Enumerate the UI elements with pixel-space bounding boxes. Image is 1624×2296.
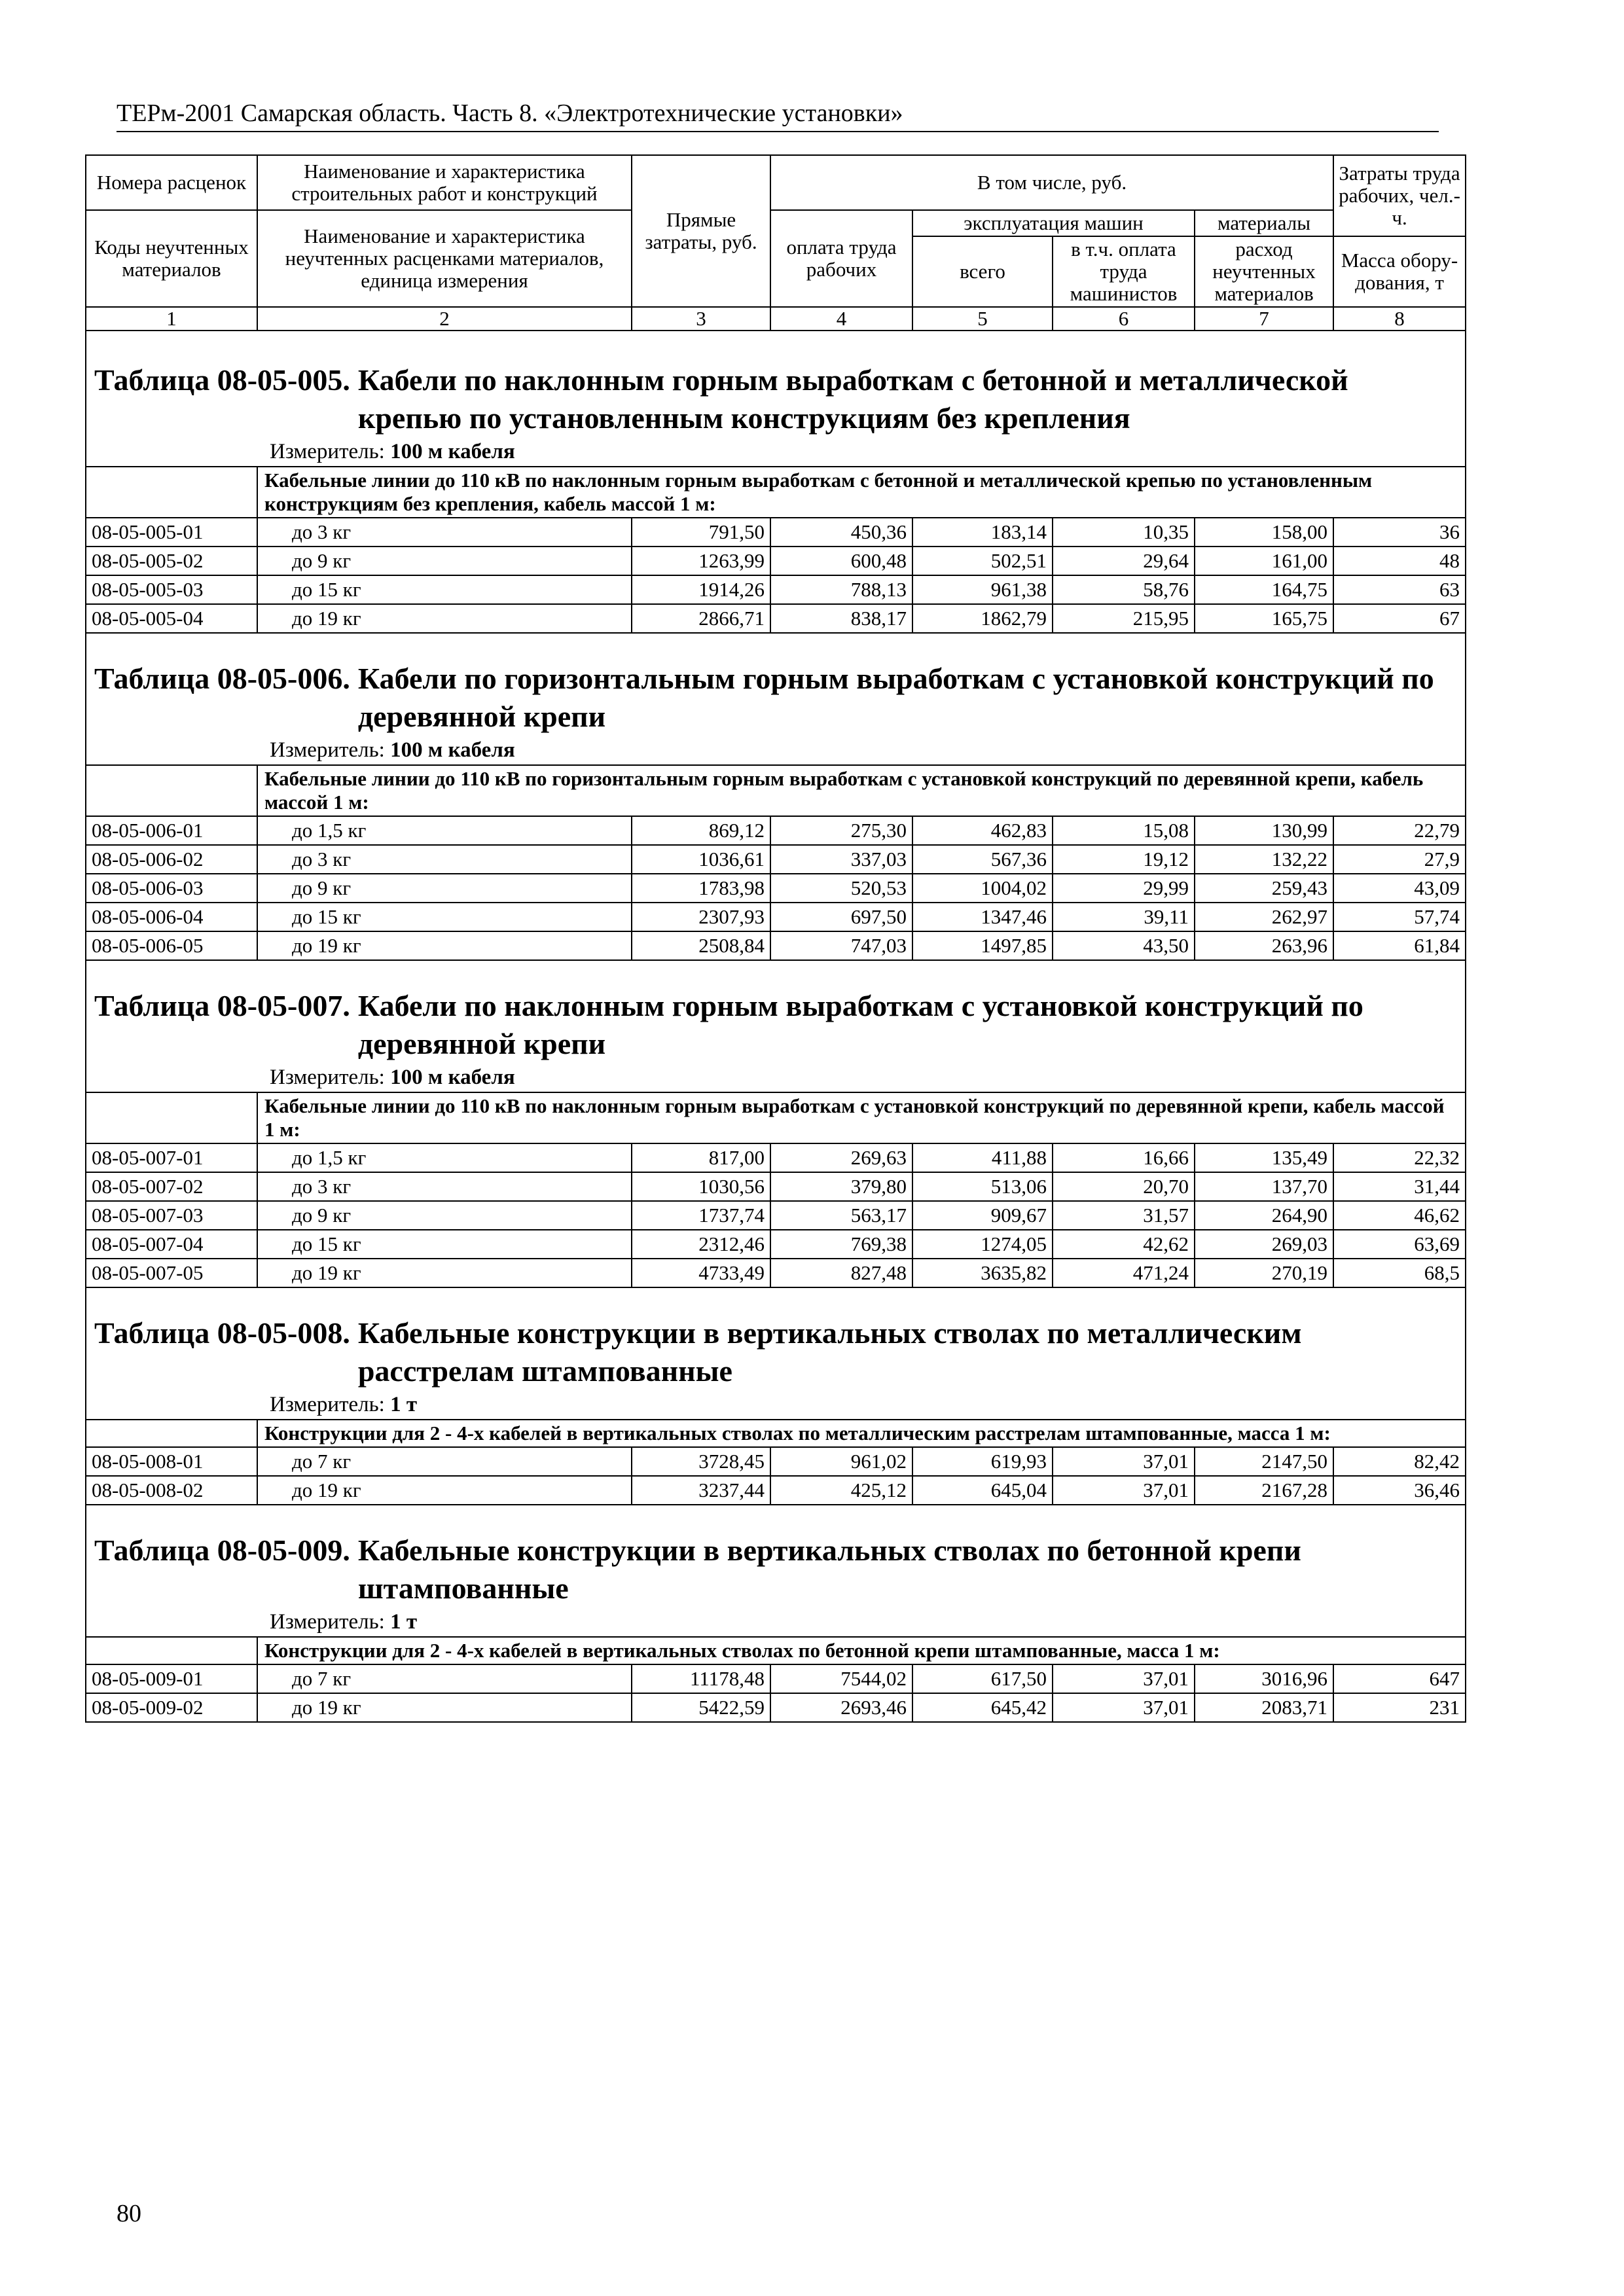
col-header-labor-costs: Затраты труда рабочих, чел.-ч. xyxy=(1333,155,1466,236)
rate-name-cell: до 19 кг xyxy=(257,1476,632,1505)
rate-code-cell: 08-05-005-01 xyxy=(86,518,257,547)
materials-cell: 3016,96 xyxy=(1195,1664,1333,1693)
col-header-machine-operation: эксплуатация машин xyxy=(912,210,1195,236)
labor-costs-cell: 63 xyxy=(1333,575,1466,604)
table-subtitle: Кабельные линии до 110 кВ по наклонным горным выработкам с бетонной и металлической крепью по установленным конструкциям без крепления, кабель массой 1 м: xyxy=(257,467,1466,518)
direct-costs-cell: 1030,56 xyxy=(632,1172,770,1201)
operator-pay-cell: 29,99 xyxy=(1053,874,1195,903)
table-title-cell xyxy=(86,960,1466,1063)
rate-name-cell: до 7 кг xyxy=(257,1664,632,1693)
rate-code-cell: 08-05-006-01 xyxy=(86,816,257,845)
worker-pay-cell: 379,80 xyxy=(770,1172,912,1201)
rate-code-cell: 08-05-005-04 xyxy=(86,604,257,633)
labor-costs-cell: 31,44 xyxy=(1333,1172,1466,1201)
col-number: 4 xyxy=(770,307,912,331)
rate-code-cell: 08-05-005-03 xyxy=(86,575,257,604)
table-row xyxy=(86,931,1466,960)
operator-pay-cell: 29,64 xyxy=(1053,547,1195,575)
col-number: 2 xyxy=(257,307,632,331)
table-title-row xyxy=(86,1287,1466,1390)
materials-cell: 2083,71 xyxy=(1195,1693,1333,1722)
operator-pay-cell: 58,76 xyxy=(1053,575,1195,604)
table-title-row xyxy=(86,1505,1466,1607)
rate-name-cell: до 7 кг xyxy=(257,1447,632,1476)
operator-pay-cell: 20,70 xyxy=(1053,1172,1195,1201)
machine-total-cell: 1274,05 xyxy=(912,1230,1053,1259)
col-header-direct-costs: Прямые затраты, руб. xyxy=(632,155,770,307)
meter-label: Измеритель: xyxy=(270,1610,385,1634)
col-number: 3 xyxy=(632,307,770,331)
table-subtitle-row xyxy=(86,765,1466,816)
rate-code-cell: 08-05-007-01 xyxy=(86,1143,257,1172)
table-title-cell xyxy=(86,633,1466,736)
operator-pay-cell: 37,01 xyxy=(1053,1664,1195,1693)
col-number: 7 xyxy=(1195,307,1333,331)
table-subtitle: Кабельные линии до 110 кВ по наклонным горным выработкам с установкой конструкций по деревянной крепи, кабель массой 1 м: xyxy=(257,1092,1466,1143)
operator-pay-cell: 42,62 xyxy=(1053,1230,1195,1259)
machine-total-cell: 909,67 xyxy=(912,1201,1053,1230)
operator-pay-cell: 19,12 xyxy=(1053,845,1195,874)
rate-name-cell: до 1,5 кг xyxy=(257,816,632,845)
rate-name-cell: до 15 кг xyxy=(257,903,632,931)
direct-costs-cell: 3728,45 xyxy=(632,1447,770,1476)
table-row xyxy=(86,547,1466,575)
col-number: 8 xyxy=(1333,307,1466,331)
machine-total-cell: 617,50 xyxy=(912,1664,1053,1693)
col-header-unaccounted-materials: расход неучтенных материалов xyxy=(1195,236,1333,307)
subtitle-empty-cell xyxy=(86,765,257,816)
machine-total-cell: 3635,82 xyxy=(912,1259,1053,1287)
col-number: 6 xyxy=(1053,307,1195,331)
table-title xyxy=(86,1532,1465,1607)
col-header-including: В том числе, руб. xyxy=(770,155,1333,210)
rate-code-cell: 08-05-007-03 xyxy=(86,1201,257,1230)
table-title xyxy=(86,361,1465,437)
rates-table-body xyxy=(86,155,1466,1722)
rate-code-cell: 08-05-007-02 xyxy=(86,1172,257,1201)
rate-name-cell: до 3 кг xyxy=(257,845,632,874)
rate-name-cell: до 9 кг xyxy=(257,874,632,903)
machine-total-cell: 619,93 xyxy=(912,1447,1053,1476)
meter-value: 100 м кабеля xyxy=(390,738,515,762)
table-meter-row xyxy=(86,1063,1466,1092)
table-meter-cell xyxy=(86,1390,1466,1420)
subtitle-empty-cell xyxy=(86,1092,257,1143)
labor-costs-cell: 43,09 xyxy=(1333,874,1466,903)
col-header-equipment-mass: Масса обору-дования, т xyxy=(1333,236,1466,307)
worker-pay-cell: 747,03 xyxy=(770,931,912,960)
worker-pay-cell: 275,30 xyxy=(770,816,912,845)
table-title-text: Кабельные конструкции в вертикальных стволах по бетонной крепи штампованные xyxy=(357,1534,1301,1605)
direct-costs-cell: 5422,59 xyxy=(632,1693,770,1722)
labor-costs-cell: 22,32 xyxy=(1333,1143,1466,1172)
worker-pay-cell: 269,63 xyxy=(770,1143,912,1172)
operator-pay-cell: 37,01 xyxy=(1053,1447,1195,1476)
rate-code-cell: 08-05-008-02 xyxy=(86,1476,257,1505)
materials-cell: 269,03 xyxy=(1195,1230,1333,1259)
table-title-text: Кабельные конструкции в вертикальных стволах по металлическим расстрелам штампованные xyxy=(357,1316,1302,1388)
col-header-operator-pay: в т.ч. оплата труда машинистов xyxy=(1053,236,1195,307)
materials-cell: 158,00 xyxy=(1195,518,1333,547)
table-subtitle-row xyxy=(86,1420,1466,1447)
labor-costs-cell: 68,5 xyxy=(1333,1259,1466,1287)
table-subtitle: Конструкции для 2 - 4-х кабелей в вертикальных стволах по бетонной крепи штампованные, масса 1 м: xyxy=(257,1637,1466,1664)
rates-table xyxy=(85,154,1466,1723)
materials-cell: 165,75 xyxy=(1195,604,1333,633)
meter-label: Измеритель: xyxy=(270,738,385,762)
worker-pay-cell: 563,17 xyxy=(770,1201,912,1230)
worker-pay-cell: 7544,02 xyxy=(770,1664,912,1693)
rate-code-cell: 08-05-009-01 xyxy=(86,1664,257,1693)
subtitle-empty-cell xyxy=(86,467,257,518)
col-header-unaccounted-codes: Коды неучтенных материалов xyxy=(86,210,257,307)
labor-costs-cell: 231 xyxy=(1333,1693,1466,1722)
labor-costs-cell: 647 xyxy=(1333,1664,1466,1693)
machine-total-cell: 1497,85 xyxy=(912,931,1053,960)
table-meter xyxy=(86,1609,1465,1635)
machine-total-cell: 462,83 xyxy=(912,816,1053,845)
table-title-text: Кабели по горизонтальным горным выработкам с установкой конструкций по деревянной крепи xyxy=(357,662,1434,733)
col-header-rate-numbers: Номера расценок xyxy=(86,155,257,210)
table-meter-row xyxy=(86,437,1466,467)
materials-cell: 161,00 xyxy=(1195,547,1333,575)
table-row xyxy=(86,1447,1466,1476)
worker-pay-cell: 337,03 xyxy=(770,845,912,874)
running-header: ТЕРм-2001 Самарская область. Часть 8. «Электротехнические установки» xyxy=(117,98,1439,132)
table-row xyxy=(86,903,1466,931)
table-title-number: Таблица 08-05-006. xyxy=(94,662,350,695)
materials-cell: 137,70 xyxy=(1195,1172,1333,1201)
table-row xyxy=(86,1172,1466,1201)
labor-costs-cell: 36 xyxy=(1333,518,1466,547)
page-number: 80 xyxy=(117,2200,141,2227)
table-row xyxy=(86,1476,1466,1505)
direct-costs-cell: 817,00 xyxy=(632,1143,770,1172)
rate-code-cell: 08-05-009-02 xyxy=(86,1693,257,1722)
meter-value: 1 т xyxy=(390,1393,418,1416)
table-title xyxy=(86,1314,1465,1390)
materials-cell: 164,75 xyxy=(1195,575,1333,604)
table-row xyxy=(86,1259,1466,1287)
worker-pay-cell: 697,50 xyxy=(770,903,912,931)
rate-name-cell: до 15 кг xyxy=(257,575,632,604)
rate-code-cell: 08-05-007-05 xyxy=(86,1259,257,1287)
direct-costs-cell: 1263,99 xyxy=(632,547,770,575)
labor-costs-cell: 27,9 xyxy=(1333,845,1466,874)
machine-total-cell: 183,14 xyxy=(912,518,1053,547)
rate-name-cell: до 15 кг xyxy=(257,1230,632,1259)
worker-pay-cell: 838,17 xyxy=(770,604,912,633)
operator-pay-cell: 31,57 xyxy=(1053,1201,1195,1230)
table-row xyxy=(86,816,1466,845)
machine-total-cell: 513,06 xyxy=(912,1172,1053,1201)
materials-cell: 263,96 xyxy=(1195,931,1333,960)
operator-pay-cell: 37,01 xyxy=(1053,1476,1195,1505)
subtitle-empty-cell xyxy=(86,1420,257,1447)
table-row xyxy=(86,1201,1466,1230)
worker-pay-cell: 769,38 xyxy=(770,1230,912,1259)
materials-cell: 262,97 xyxy=(1195,903,1333,931)
machine-total-cell: 567,36 xyxy=(912,845,1053,874)
table-subtitle-row xyxy=(86,1637,1466,1664)
direct-costs-cell: 2312,46 xyxy=(632,1230,770,1259)
machine-total-cell: 411,88 xyxy=(912,1143,1053,1172)
direct-costs-cell: 1737,74 xyxy=(632,1201,770,1230)
rate-code-cell: 08-05-006-04 xyxy=(86,903,257,931)
table-subtitle: Конструкции для 2 - 4-х кабелей в вертикальных стволах по металлическим расстрелам штампованные, масса 1 м: xyxy=(257,1420,1466,1447)
col-header-work-name: Наименование и характеристика строительных работ и конструкций xyxy=(257,155,632,210)
operator-pay-cell: 43,50 xyxy=(1053,931,1195,960)
table-row xyxy=(86,1693,1466,1722)
rate-name-cell: до 19 кг xyxy=(257,931,632,960)
table-title-number: Таблица 08-05-007. xyxy=(94,989,350,1022)
table-meter xyxy=(86,439,1465,465)
materials-cell: 264,90 xyxy=(1195,1201,1333,1230)
rate-code-cell: 08-05-005-02 xyxy=(86,547,257,575)
rate-name-cell: до 1,5 кг xyxy=(257,1143,632,1172)
col-number: 5 xyxy=(912,307,1053,331)
machine-total-cell: 1347,46 xyxy=(912,903,1053,931)
labor-costs-cell: 46,62 xyxy=(1333,1201,1466,1230)
rate-code-cell: 08-05-007-04 xyxy=(86,1230,257,1259)
table-subtitle-row xyxy=(86,1092,1466,1143)
materials-cell: 130,99 xyxy=(1195,816,1333,845)
col-header-unaccounted-names: Наименование и характеристика неучтенных расценками материалов, единица измерения xyxy=(257,210,632,307)
table-meter xyxy=(86,1391,1465,1418)
machine-total-cell: 1862,79 xyxy=(912,604,1053,633)
labor-costs-cell: 57,74 xyxy=(1333,903,1466,931)
direct-costs-cell: 869,12 xyxy=(632,816,770,845)
table-title-number: Таблица 08-05-005. xyxy=(94,363,350,397)
direct-costs-cell: 2508,84 xyxy=(632,931,770,960)
labor-costs-cell: 22,79 xyxy=(1333,816,1466,845)
materials-cell: 132,22 xyxy=(1195,845,1333,874)
rate-name-cell: до 19 кг xyxy=(257,1693,632,1722)
machine-total-cell: 1004,02 xyxy=(912,874,1053,903)
rates-table-container xyxy=(85,154,1465,1723)
table-meter xyxy=(86,1064,1465,1090)
table-meter-row xyxy=(86,1390,1466,1420)
direct-costs-cell: 4733,49 xyxy=(632,1259,770,1287)
meter-label: Измеритель: xyxy=(270,1066,385,1089)
table-meter-cell xyxy=(86,1063,1466,1092)
table-meter-cell xyxy=(86,736,1466,765)
table-meter-row xyxy=(86,1607,1466,1637)
materials-cell: 270,19 xyxy=(1195,1259,1333,1287)
table-meter-cell xyxy=(86,437,1466,467)
table-meter-row xyxy=(86,736,1466,765)
table-row xyxy=(86,1230,1466,1259)
col-number: 1 xyxy=(86,307,257,331)
labor-costs-cell: 82,42 xyxy=(1333,1447,1466,1476)
meter-label: Измеритель: xyxy=(270,440,385,463)
rate-name-cell: до 9 кг xyxy=(257,547,632,575)
worker-pay-cell: 2693,46 xyxy=(770,1693,912,1722)
table-subtitle-row xyxy=(86,467,1466,518)
table-title-number: Таблица 08-05-009. xyxy=(94,1534,350,1567)
operator-pay-cell: 10,35 xyxy=(1053,518,1195,547)
machine-total-cell: 502,51 xyxy=(912,547,1053,575)
subtitle-empty-cell xyxy=(86,1637,257,1664)
machine-total-cell: 645,42 xyxy=(912,1693,1053,1722)
table-title-row xyxy=(86,331,1466,437)
table-title-cell xyxy=(86,331,1466,437)
table-row xyxy=(86,575,1466,604)
meter-label: Измеритель: xyxy=(270,1393,385,1416)
machine-total-cell: 961,38 xyxy=(912,575,1053,604)
meter-value: 100 м кабеля xyxy=(390,440,515,463)
table-row xyxy=(86,1664,1466,1693)
labor-costs-cell: 61,84 xyxy=(1333,931,1466,960)
labor-costs-cell: 48 xyxy=(1333,547,1466,575)
worker-pay-cell: 520,53 xyxy=(770,874,912,903)
worker-pay-cell: 827,48 xyxy=(770,1259,912,1287)
operator-pay-cell: 215,95 xyxy=(1053,604,1195,633)
table-title-row xyxy=(86,633,1466,736)
operator-pay-cell: 471,24 xyxy=(1053,1259,1195,1287)
worker-pay-cell: 788,13 xyxy=(770,575,912,604)
table-title-number: Таблица 08-05-008. xyxy=(94,1316,350,1350)
rate-name-cell: до 9 кг xyxy=(257,1201,632,1230)
rate-code-cell: 08-05-006-02 xyxy=(86,845,257,874)
labor-costs-cell: 63,69 xyxy=(1333,1230,1466,1259)
materials-cell: 135,49 xyxy=(1195,1143,1333,1172)
meter-value: 100 м кабеля xyxy=(390,1066,515,1089)
materials-cell: 2147,50 xyxy=(1195,1447,1333,1476)
operator-pay-cell: 39,11 xyxy=(1053,903,1195,931)
direct-costs-cell: 1914,26 xyxy=(632,575,770,604)
table-meter xyxy=(86,737,1465,763)
machine-total-cell: 645,04 xyxy=(912,1476,1053,1505)
table-title xyxy=(86,660,1465,736)
direct-costs-cell: 2307,93 xyxy=(632,903,770,931)
rate-name-cell: до 19 кг xyxy=(257,604,632,633)
labor-costs-cell: 67 xyxy=(1333,604,1466,633)
table-subtitle: Кабельные линии до 110 кВ по горизонтальным горным выработкам с установкой конструкций по деревянной крепи, кабель массой 1 м: xyxy=(257,765,1466,816)
table-title-cell xyxy=(86,1505,1466,1607)
rate-code-cell: 08-05-008-01 xyxy=(86,1447,257,1476)
table-title-cell xyxy=(86,1287,1466,1390)
col-header-total: всего xyxy=(912,236,1053,307)
table-row xyxy=(86,874,1466,903)
table-row xyxy=(86,518,1466,547)
table-title-text: Кабели по наклонным горным выработкам с установкой конструкций по деревянной крепи xyxy=(357,989,1363,1060)
table-row xyxy=(86,1143,1466,1172)
worker-pay-cell: 600,48 xyxy=(770,547,912,575)
table-meter-cell xyxy=(86,1607,1466,1637)
direct-costs-cell: 1036,61 xyxy=(632,845,770,874)
direct-costs-cell: 3237,44 xyxy=(632,1476,770,1505)
rate-name-cell: до 3 кг xyxy=(257,518,632,547)
rate-code-cell: 08-05-006-05 xyxy=(86,931,257,960)
direct-costs-cell: 1783,98 xyxy=(632,874,770,903)
worker-pay-cell: 425,12 xyxy=(770,1476,912,1505)
operator-pay-cell: 15,08 xyxy=(1053,816,1195,845)
operator-pay-cell: 37,01 xyxy=(1053,1693,1195,1722)
meter-value: 1 т xyxy=(390,1610,418,1634)
worker-pay-cell: 961,02 xyxy=(770,1447,912,1476)
table-title-text: Кабели по наклонным горным выработкам с бетонной и металлической крепью по установленным конструкциям без крепления xyxy=(357,363,1348,435)
materials-cell: 259,43 xyxy=(1195,874,1333,903)
col-header-worker-pay: оплата труда рабочих xyxy=(770,210,912,307)
col-header-materials: материалы xyxy=(1195,210,1333,236)
table-row xyxy=(86,604,1466,633)
materials-cell: 2167,28 xyxy=(1195,1476,1333,1505)
table-title xyxy=(86,987,1465,1063)
operator-pay-cell: 16,66 xyxy=(1053,1143,1195,1172)
rate-code-cell: 08-05-006-03 xyxy=(86,874,257,903)
worker-pay-cell: 450,36 xyxy=(770,518,912,547)
rate-name-cell: до 3 кг xyxy=(257,1172,632,1201)
direct-costs-cell: 791,50 xyxy=(632,518,770,547)
table-title-row xyxy=(86,960,1466,1063)
table-row xyxy=(86,845,1466,874)
rate-name-cell: до 19 кг xyxy=(257,1259,632,1287)
direct-costs-cell: 11178,48 xyxy=(632,1664,770,1693)
direct-costs-cell: 2866,71 xyxy=(632,604,770,633)
labor-costs-cell: 36,46 xyxy=(1333,1476,1466,1505)
